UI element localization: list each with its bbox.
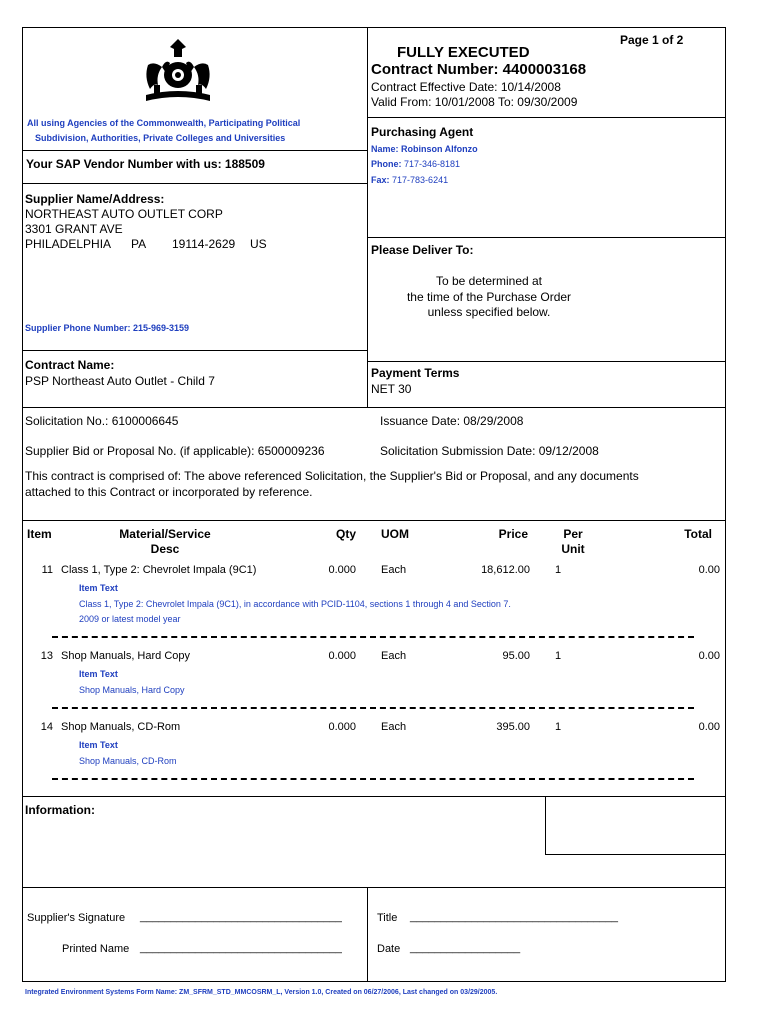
rule <box>367 361 726 362</box>
contract-name-heading: Contract Name: <box>25 358 115 372</box>
payment-terms-heading: Payment Terms <box>371 366 460 380</box>
item-description: Class 1, Type 2: Chevrolet Impala (9C1) <box>61 564 257 576</box>
item-description: Shop Manuals, Hard Copy <box>61 650 191 662</box>
supplier-signature-label: Supplier's Signature <box>27 912 126 924</box>
col-header-total: Total <box>684 527 712 541</box>
comprised-text-1: This contract is comprised of: The above referenced Solicitation, the Supplier's Bid or Proposal, and any documents <box>25 469 639 483</box>
item-text-label: Item Text <box>79 669 118 679</box>
item-qty: 0.000 <box>328 721 356 733</box>
agencies-line-2: Subdivision, Authorities, Private Colleges and Universities <box>35 133 286 143</box>
rule <box>367 117 726 118</box>
form-footer: Integrated Environment Systems Form Name: ZM_SFRM_STD_MMCOSRM_L, Version 1.0, Created on 06/27/2006, Last changed on 03/29/2005. <box>25 989 498 996</box>
item-price: 95.00 <box>502 650 530 662</box>
supplier-country: US <box>250 237 267 251</box>
deliver-heading: Please Deliver To: <box>371 243 474 257</box>
item-total: 0.00 <box>698 650 720 662</box>
contract-effective-date: Contract Effective Date: 10/14/2008 <box>371 80 561 94</box>
agent-phone <box>371 158 460 170</box>
rule <box>545 854 726 855</box>
supplier-city: PHILADELPHIA <box>25 237 112 251</box>
solicitation-number: Solicitation No.: 6100006645 <box>25 414 179 428</box>
col-header-unit: Unit <box>561 542 585 556</box>
item-number: 11 <box>41 564 53 576</box>
item-text: Shop Manuals, CD-Rom <box>79 756 177 766</box>
supplier-phone: Supplier Phone Number: 215-969-3159 <box>25 323 190 333</box>
rule <box>545 796 546 854</box>
rule <box>22 407 726 408</box>
printed-name-line[interactable]: _________________________________ <box>140 942 342 954</box>
item-text-label: Item Text <box>79 740 118 750</box>
rule <box>22 796 726 797</box>
contract-number: Contract Number: 4400003168 <box>371 61 587 78</box>
fully-executed-label: FULLY EXECUTED <box>397 44 530 61</box>
item-per-unit: 1 <box>555 564 562 576</box>
agencies-line-1: All using Agencies of the Commonwealth, Participating Political <box>27 118 301 128</box>
supplier-name: NORTHEAST AUTO OUTLET CORP <box>25 207 223 221</box>
commonwealth-seal-icon <box>140 37 216 105</box>
col-header-uom: UOM <box>381 527 409 541</box>
bid-proposal-number: Supplier Bid or Proposal No. (if applicable): 6500009236 <box>25 444 325 458</box>
item-per-unit: 1 <box>555 721 562 733</box>
agent-fax <box>371 174 448 186</box>
supplier-heading: Supplier Name/Address: <box>25 192 165 206</box>
deliver-line-1: To be determined at <box>435 274 543 288</box>
agent-fax-label: Fax: <box>371 175 390 185</box>
item-separator <box>52 636 694 638</box>
submission-date: Solicitation Submission Date: 09/12/2008 <box>380 444 599 458</box>
item-number: 14 <box>40 721 53 733</box>
supplier-signature-line[interactable]: _________________________________ <box>140 911 342 923</box>
contract-name-value: PSP Northeast Auto Outlet - Child 7 <box>25 374 215 388</box>
item-text: Shop Manuals, Hard Copy <box>79 685 185 695</box>
item-price: 18,612.00 <box>481 564 530 576</box>
rule <box>22 150 367 151</box>
agent-fax-value: 717-783-6241 <box>392 175 449 185</box>
item-total: 0.00 <box>698 721 720 733</box>
rule <box>22 183 367 184</box>
item-separator <box>52 778 694 780</box>
payment-terms-value: NET 30 <box>371 382 412 396</box>
supplier-street: 3301 GRANT AVE <box>25 222 123 236</box>
valid-dates: Valid From: 10/01/2008 To: 09/30/2009 <box>371 95 578 109</box>
information-heading: Information: <box>25 803 95 817</box>
rule <box>367 237 726 238</box>
item-uom: Each <box>381 564 407 576</box>
item-text: 2009 or latest model year <box>79 614 181 624</box>
item-per-unit: 1 <box>555 650 562 662</box>
item-qty: 0.000 <box>328 650 356 662</box>
item-total: 0.00 <box>698 564 720 576</box>
agent-phone-value: 717-346-8181 <box>404 159 461 169</box>
date-line[interactable]: __________________ <box>410 942 521 954</box>
rule <box>22 350 367 351</box>
agent-name: Name: Robinson Alfonzo <box>371 144 478 154</box>
page-number: Page 1 of 2 <box>620 33 684 47</box>
item-number: 13 <box>40 650 53 662</box>
item-uom: Each <box>381 721 407 733</box>
rule <box>22 520 726 521</box>
item-text: Class 1, Type 2: Chevrolet Impala (9C1), in accordance with PCID-1104, sections 1 through 4 and Section 7. <box>79 599 511 609</box>
col-header-price: Price <box>498 527 528 541</box>
issuance-date: Issuance Date: 08/29/2008 <box>380 414 524 428</box>
item-separator <box>52 707 694 709</box>
rule <box>22 887 726 888</box>
col-header-material: Material/Service <box>119 527 211 541</box>
title-label: Title <box>377 912 398 924</box>
col-header-item: Item <box>27 527 52 541</box>
rule <box>367 887 368 982</box>
item-uom: Each <box>381 650 407 662</box>
supplier-state: PA <box>131 237 147 251</box>
deliver-line-3: unless specified below. <box>427 305 551 319</box>
header-divider <box>367 27 368 407</box>
vendor-number: Your SAP Vendor Number with us: 188509 <box>26 157 265 171</box>
item-text-label: Item Text <box>79 583 118 593</box>
item-price: 395.00 <box>496 721 530 733</box>
deliver-line-2: the time of the Purchase Order <box>406 290 572 304</box>
comprised-text-2: attached to this Contract or incorporated by reference. <box>25 485 313 499</box>
item-qty: 0.000 <box>328 564 356 576</box>
title-line[interactable]: __________________________________ <box>410 911 619 923</box>
col-header-per: Per <box>563 527 583 541</box>
col-header-desc: Desc <box>150 542 180 556</box>
printed-name-label: Printed Name <box>62 943 130 955</box>
supplier-zip: 19114-2629 <box>172 237 236 251</box>
agent-phone-label: Phone: <box>371 159 402 169</box>
item-description: Shop Manuals, CD-Rom <box>61 721 181 733</box>
purchasing-agent-heading: Purchasing Agent <box>371 125 474 139</box>
col-header-qty: Qty <box>335 527 356 541</box>
date-label: Date <box>377 943 401 955</box>
